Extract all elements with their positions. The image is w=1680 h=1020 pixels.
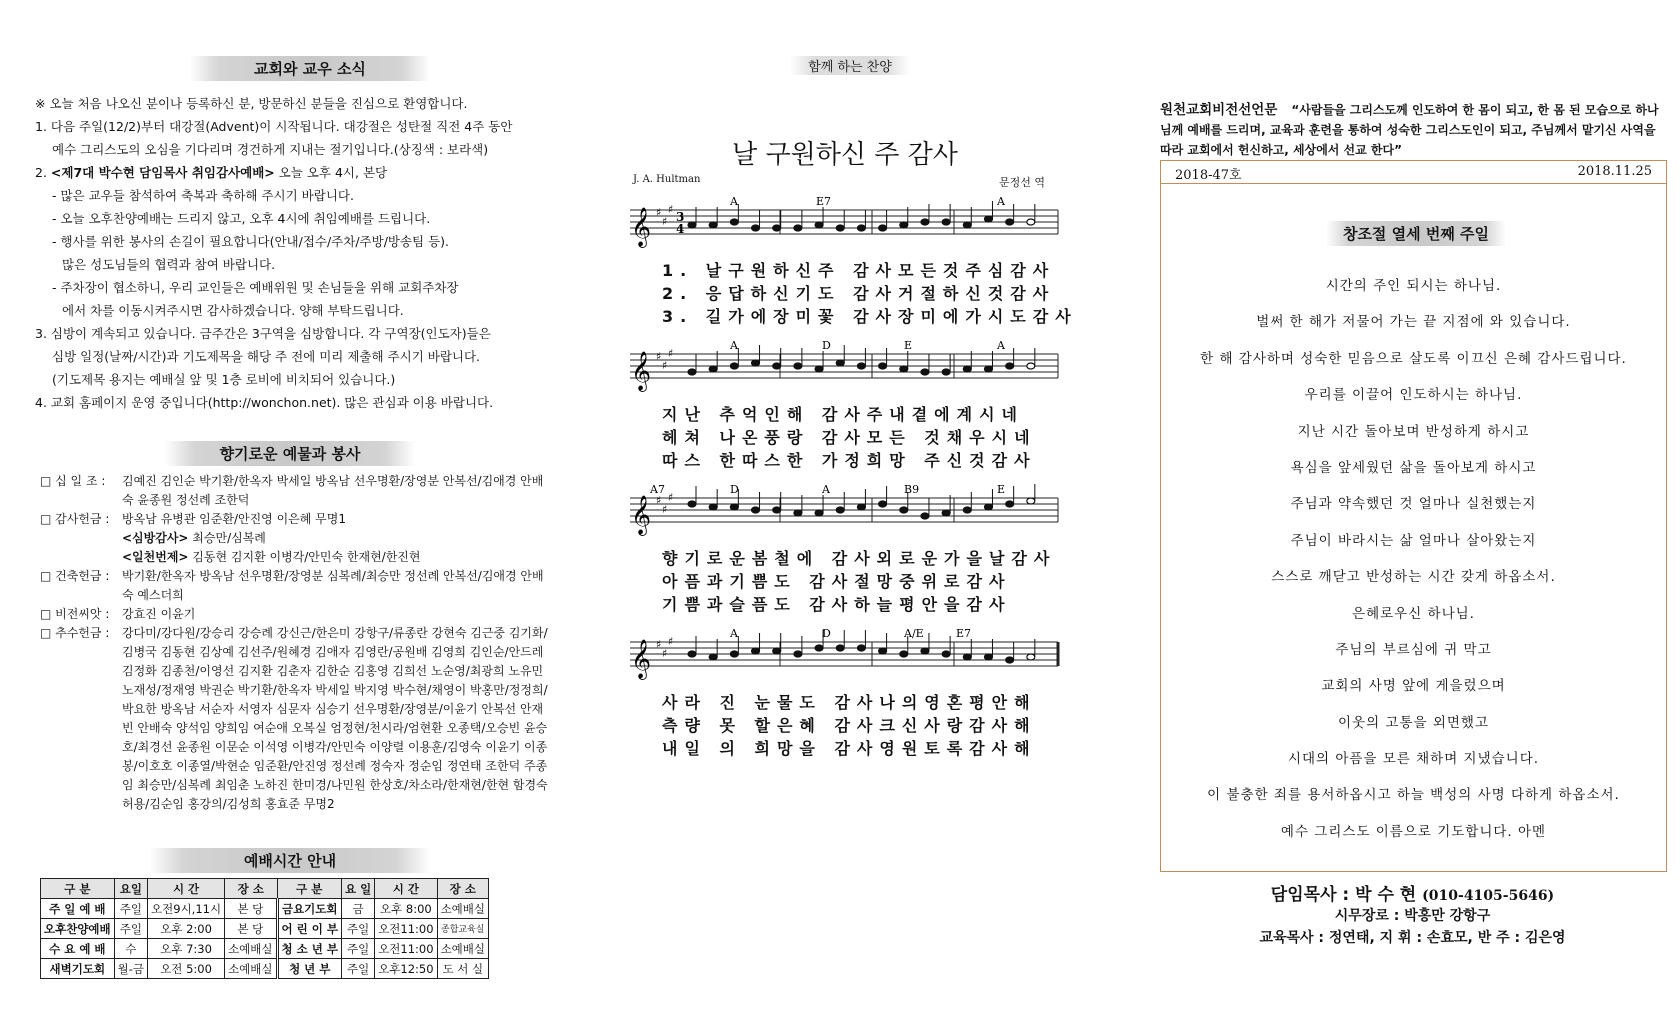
note-head (984, 654, 992, 660)
schedule-header: 장 소 (225, 879, 277, 899)
note-head (836, 360, 844, 366)
table-cell: 소예배실 (437, 939, 488, 959)
chord-symbol: D (822, 340, 831, 352)
senior-pastor-name: 담임목사 : 박 수 현 (1270, 885, 1417, 905)
note-head (836, 645, 844, 651)
note-head (1027, 219, 1035, 225)
news-item-2-sub-3-cont: 많은 성도님들의 협력과 참여 바랍니다. (62, 257, 276, 272)
prayer-line: 지난 시간 돌아보며 반성하게 하시고 (1297, 423, 1530, 440)
prayer-line: 예수 그리스도 이름으로 기도합니다. 아멘 (1280, 823, 1547, 840)
prayer-line: 우리를 이끌어 인도하시는 하나님. (1304, 387, 1523, 404)
note-head (942, 219, 950, 225)
tithe-label: □ 십 일 조 : (40, 474, 106, 488)
table-cell: 오전9시,11시 (148, 899, 225, 919)
note-head (1027, 363, 1035, 369)
note-head (794, 651, 802, 657)
note-head (752, 225, 760, 231)
news-section-title: 교회와 교우 소식 (190, 56, 430, 81)
schedule-header: 구 분 (41, 879, 115, 899)
news-item-3-note: (기도제목 용지는 예배실 앞 및 1층 로비에 비치되어 있습니다.) (52, 372, 396, 387)
table-cell: 주일 (341, 919, 374, 939)
table-cell: 소예배실 (437, 899, 488, 919)
lyric-line: 사라 진 눈물도 감사나의영혼평안해 (662, 693, 1037, 712)
hymn-caption: 함께 하는 찬양 (790, 56, 910, 75)
bulletin-date: 2018.11.25 (1577, 164, 1652, 179)
chord-symbol: D (730, 484, 739, 496)
harvest-label: □ 추수헌금 : (40, 626, 110, 640)
prayer-line: 욕심을 앞세웠던 삶을 돌아보게 하시고 (1290, 459, 1537, 476)
note-head (921, 369, 929, 375)
note-head (709, 654, 717, 660)
sharp-icon: ♯ (656, 494, 662, 507)
table-cell: 본 당 (225, 919, 277, 939)
gifts-section-title: 향기로운 예물과 봉사 (165, 441, 415, 466)
note-head (921, 513, 929, 519)
prayer-line: 교회의 사명 앞에 게을렀으며 (1321, 678, 1506, 695)
table-cell: 새벽기도회 (41, 959, 115, 979)
note-head (794, 225, 802, 231)
table-cell: 오후 7:30 (148, 939, 225, 959)
sharp-icon: ♯ (668, 347, 674, 360)
note-head (942, 510, 950, 516)
table-cell: 도 서 실 (437, 959, 488, 979)
note-head (984, 216, 992, 222)
harvest-names: 강다미/강다원/강승리 강승례 강신근/한은미 강항구/류종란 강현숙 김근중 김기화/김병국 김동현 김상예 김선주/원혜경 김애자 김영란/공원배 김영희 김인순/안드레 김정화 김종천/이영선 김지환 김춘자 김한순 김홍영 김희선 노순영/최광희 노유민 노재성/정재영 박권순 박기환/한옥자 박세일 박지영 박수현/채영이 박홍만/정정희/박요한 방옥남 서순자 서영자 심문자 심승기 선우명환/장영분/이윤기 안복선 안재빈 안배숙 양석임 양희임 여순애 오복실 엄정현/천시라/엄현환 오종택/오승빈 윤승호/최경선 윤종원 이문순 이석영 이병각/안민숙 이양렬 이용훈/김영숙 이윤기 이종봉/이호호 이종열/박현순 임준환/안진영 정선례 정숙자 정순임 정연태 조한덕 주종임 최승만/심복례 최임춘 노하진 한미경/나민원 한상호/차소라/한재현/한현 함경숙 허용/김순임 홍강의/김성희 홍효준 무명2 (122, 626, 548, 811)
note-head (815, 510, 823, 516)
table-cell: 주일 (341, 939, 374, 959)
note-head (879, 363, 887, 369)
note-head (709, 222, 717, 228)
note-head (836, 225, 844, 231)
note-head (857, 363, 865, 369)
vision-text: “사람들을 그리스도께 인도하여 한 몸이 되고, 한 몸 된 모습으로 하나님께 예배를 드리며, 교육과 훈련을 통하여 성숙한 그리스도인이 되고, 주님께서 맡기신 사역을 따라 교회에서 헌신하고, 세상에서 선교 한다” (1160, 103, 1659, 157)
note-head (773, 648, 781, 654)
schedule-header: 시 간 (148, 879, 225, 899)
news-item-2-number: 2. (35, 165, 47, 180)
table-cell: 오후찬양예배 (41, 919, 115, 939)
note-head (857, 645, 865, 651)
vision-title: 원천교회비전선언문 (1160, 102, 1278, 118)
daily-offering-names: 김동현 김지환 이병각/안민숙 한재현/한진현 (188, 550, 421, 564)
sharp-icon: ♯ (662, 215, 668, 228)
sharp-icon: ♯ (656, 638, 662, 651)
bulletin-header (1161, 161, 1666, 184)
prayer-line: 주님과 약속했던 것 얼마나 실천했는지 (1290, 496, 1537, 513)
note-head (1027, 498, 1035, 504)
gifts-list (40, 472, 550, 814)
schedule-header: 요일 (114, 879, 147, 899)
chord-symbol: E (904, 340, 913, 352)
chord-symbol: A (997, 340, 1005, 352)
note-head (709, 504, 717, 510)
hymn-title: 날 구원하신 주 감사 (732, 140, 958, 170)
harvest-row (40, 624, 550, 814)
thanks-label: □ 감사헌금 : (40, 512, 110, 526)
lyric-line: 1. 날구원하신주 감사모든것주심감사 (662, 261, 1056, 280)
lyric-line: 내일 의 희망을 감사영원토록감사해 (662, 739, 1037, 758)
note-head (1006, 501, 1014, 507)
sharp-icon: ♯ (662, 647, 668, 660)
note-head (773, 363, 781, 369)
lyric-line: 향기로운봄철에 감사외로운가을날감사 (662, 549, 1057, 568)
lyric-line: 아픔과기쁨도 감사절망중위로감사 (662, 572, 1012, 591)
table-cell: 주일 (341, 959, 374, 979)
prayer-line: 주님이 바라시는 삶 얼마나 살아왔는지 (1290, 532, 1537, 549)
note-head (752, 507, 760, 513)
note-head (688, 651, 696, 657)
table-row (41, 919, 489, 939)
schedule-header: 구 분 (277, 879, 341, 899)
building-label: □ 건축헌금 : (40, 569, 110, 583)
note-head (942, 369, 950, 375)
elders: 시무장로 : 박홍만 강항구 (1334, 908, 1491, 924)
note-head (794, 363, 802, 369)
note-head (752, 648, 760, 654)
note-head (963, 507, 971, 513)
table-cell: 오후 8:00 (375, 899, 437, 919)
education-staff: 교육목사 : 정연태, 지 휘 : 손효모, 반 주 : 김은영 (1259, 930, 1566, 946)
treble-clef-icon: 𝄞 (631, 495, 652, 535)
note-head (921, 648, 929, 654)
table-cell: 소예배실 (225, 959, 277, 979)
note-head (900, 507, 908, 513)
senior-pastor (1160, 880, 1665, 905)
issue-number: 2018-47호 (1175, 168, 1242, 183)
table-cell: 금 (341, 899, 374, 919)
treble-clef-icon: 𝄞 (631, 639, 652, 679)
daily-offering-label: <일천번제> (122, 550, 189, 564)
news-item-3-cont: 심방 일정(날짜/시간)과 기도제목을 해당 주 전에 미리 제출해 주시기 바랍니다. (52, 349, 481, 364)
note-head (688, 369, 696, 375)
note-head (857, 504, 865, 510)
note-head (1027, 654, 1035, 660)
note-head (709, 366, 717, 372)
schedule-section-title: 예배시간 안내 (150, 848, 430, 873)
news-list (35, 92, 550, 414)
tithe-row (40, 472, 550, 510)
table-cell: 오후 2:00 (148, 919, 225, 939)
vision-seed-names: 강효진 이윤기 (122, 607, 196, 621)
note-head (942, 651, 950, 657)
lyric-line: 3. 길가에장미꽃 감사장미에가시도감사 (662, 307, 1078, 326)
prayer-line: 이 불충한 죄를 용서하옵시고 하늘 백성의 사명 다하게 하옵소서. (1207, 787, 1620, 804)
chord-symbol: A/E (904, 628, 924, 640)
note-head (1006, 219, 1014, 225)
sharp-icon: ♯ (668, 635, 674, 648)
news-item-2-sub-2: - 오늘 오후찬양예배는 드리지 않고, 오후 4시에 취임예배를 드립니다. (52, 211, 431, 226)
table-cell: 종합교육실 (437, 919, 488, 939)
hymn-translator: 문정선 역 (998, 176, 1045, 189)
prayer-line: 벌써 한 해가 저물어 가는 끝 지점에 와 있습니다. (1256, 314, 1571, 331)
chord-symbol: E (997, 484, 1006, 496)
note-head (963, 654, 971, 660)
note-head (730, 651, 738, 657)
table-row (41, 899, 489, 919)
vision-seed-row (40, 605, 550, 624)
table-cell: 소예배실 (225, 939, 277, 959)
prayer-text (1161, 268, 1666, 850)
tithe-names: 김예진 김인순 박기환/한옥자 박세일 방옥남 선우명환/장영분 안복선/김애경 안배숙 윤종원 정선례 조한덕 (122, 474, 544, 507)
chord-symbol: E7 (956, 628, 972, 640)
note-head (773, 507, 781, 513)
note-head (900, 366, 908, 372)
table-cell: 청 년 부 (277, 959, 341, 979)
lyric-line: 헤쳐 나온풍랑 감사모든 것채우시네 (662, 428, 1037, 447)
sharp-icon: ♯ (662, 359, 668, 372)
table-cell: 주일 (114, 899, 147, 919)
note-head (984, 504, 992, 510)
building-names: 박기환/한옥자 방옥남 선우명환/장영분 심복례/최승만 정선례 안복선/김애경 안배숙 예스더희 (122, 569, 544, 602)
table-row (41, 939, 489, 959)
table-cell: 본 당 (225, 899, 277, 919)
table-cell: 금요기도회 (277, 899, 341, 919)
chord-symbol: A (730, 340, 738, 352)
schedule-header-row (41, 879, 489, 899)
chord-symbol: B9 (904, 484, 920, 496)
news-item-1-cont: 예수 그리스도의 오심을 기다리며 경건하게 지내는 절기입니다.(상징색 : 보라색) (52, 142, 489, 157)
thanks-row (40, 510, 550, 529)
time-signature: 4 (676, 222, 685, 236)
prayer-line: 시간의 주인 되시는 하나님. (1325, 278, 1502, 294)
visit-thanks-row (40, 529, 550, 548)
lyric-line: 기쁨과슬픔도 감사하늘평안을감사 (662, 595, 1012, 614)
thanks-names: 방옥남 유병관 임준환/안진영 이은혜 무명1 (122, 512, 347, 526)
news-item-2-sub-1: - 많은 교우들 참석하여 축복과 축하해 주시기 바랍니다. (52, 188, 354, 203)
schedule-header: 장 소 (437, 879, 488, 899)
note-head (752, 360, 760, 366)
table-cell: 청 소 년 부 (277, 939, 341, 959)
note-head (815, 222, 823, 228)
news-item-2-sub-3: - 행사를 위한 봉사의 손길이 필요합니다(안내/접수/주차/주방/방송팀 등). (52, 234, 450, 249)
sharp-icon: ♯ (662, 503, 668, 516)
note-head (900, 222, 908, 228)
prayer-line: 주님의 부르심에 귀 막고 (1335, 641, 1492, 658)
visit-thanks-label: <심방감사> (122, 531, 189, 545)
vision-seed-label: □ 비전씨앗 : (40, 607, 110, 621)
table-cell: 월-금 (114, 959, 147, 979)
prayer-box (1160, 160, 1667, 872)
note-head (879, 225, 887, 231)
pastor-phone: (010-4105-5646) (1422, 888, 1555, 904)
chord-symbol: A (730, 196, 738, 208)
sharp-icon: ♯ (668, 491, 674, 504)
note-head (879, 648, 887, 654)
note-head (984, 366, 992, 372)
lyric-line: 따스 한따스한 가정희망 주신것감사 (662, 451, 1037, 470)
schedule-header: 시 간 (375, 879, 437, 899)
treble-clef-icon: 𝄞 (631, 207, 652, 247)
building-row (40, 567, 550, 605)
note-head (1006, 657, 1014, 663)
table-cell: 주일 (114, 919, 147, 939)
lyric-line: 지난 추억인해 감사주내곁에계시네 (662, 405, 1024, 424)
chord-symbol: A7 (650, 484, 665, 496)
note-head (688, 501, 696, 507)
table-cell: 주 일 예 배 (41, 899, 115, 919)
lyric-line: 측량 못 할은혜 감사크신사랑감사해 (662, 716, 1037, 735)
note-head (1006, 363, 1014, 369)
visit-thanks-names: 최승만/심복례 (188, 531, 266, 545)
table-row (41, 959, 489, 979)
note-head (900, 651, 908, 657)
chord-symbol: A (730, 628, 738, 640)
prayer-line: 한 해 감사하며 성숙한 믿음으로 살도록 이끄신 은혜 감사드립니다. (1200, 350, 1627, 367)
prayer-line: 스스로 깨닫고 반성하는 시간 갖게 하옵소서. (1271, 569, 1556, 586)
note-head (794, 510, 802, 516)
table-cell: 수 요 예 배 (41, 939, 115, 959)
news-item-2-rest: 오늘 오후 4시, 본당 (274, 165, 388, 180)
table-cell: 오후12:50 (375, 959, 437, 979)
schedule-header: 요 일 (341, 879, 374, 899)
prayer-line: 시대의 아픔을 모른 채하며 지냈습니다. (1287, 751, 1540, 768)
treble-clef-icon: 𝄞 (631, 351, 652, 391)
chord-symbol: A (997, 196, 1005, 208)
lyric-line: 2. 응답하신기도 감사거절하신것감사 (662, 284, 1056, 303)
note-head (815, 366, 823, 372)
note-head (688, 222, 696, 228)
news-item-2 (35, 161, 550, 184)
welcome-text: ※ 오늘 처음 나오신 분이나 등록하신 분, 방문하신 분들을 진심으로 환영합니다. (35, 96, 468, 111)
news-item-2-title: <제7대 박수현 담임목사 취임감사예배> (50, 165, 275, 180)
note-head (730, 363, 738, 369)
table-cell: 오전11:00 (375, 939, 437, 959)
note-head (879, 501, 887, 507)
chord-symbol: D (822, 628, 831, 640)
note-head (857, 225, 865, 231)
news-item-4: 4. 교회 홈페이지 운영 중입니다(http://wonchon.net). 많은 관심과 이용 바랍니다. (35, 395, 494, 410)
vision-statement (1160, 100, 1670, 160)
sunday-title: 창조절 열세 번째 주일 (1326, 221, 1506, 246)
news-item-3: 3. 심방이 계속되고 있습니다. 금주간은 3구역을 심방합니다. 각 구역장(인도자)들은 (35, 326, 491, 341)
table-cell: 오전 5:00 (148, 959, 225, 979)
sharp-icon: ♯ (656, 206, 662, 219)
table-cell: 오전11:00 (375, 919, 437, 939)
news-item-2-sub-4-cont: 에서 차를 이동시켜주시면 감사하겠습니다. 양해 부탁드립니다. (62, 303, 404, 318)
music-staff (630, 196, 1060, 256)
news-item-1: 1. 다음 주일(12/2)부터 대강절(Advent)이 시작됩니다. 대강절은 성탄절 직전 4주 동안 (35, 119, 513, 134)
chord-symbol: A (822, 484, 830, 496)
music-staff (630, 340, 1060, 400)
note-head (730, 219, 738, 225)
table-cell: 수 (114, 939, 147, 959)
note-head (773, 225, 781, 231)
church-staff (1160, 880, 1665, 949)
chord-symbol: E7 (816, 196, 832, 208)
news-item-2-sub-4: - 주차장이 협소하니, 우리 교인들은 예배위원 및 손님들을 위해 교회주차장 (52, 280, 459, 295)
note-head (730, 504, 738, 510)
hymn-composer: J. A. Hultman (633, 174, 701, 185)
table-cell: 어 린 이 부 (277, 919, 341, 939)
music-staff (630, 628, 1060, 688)
prayer-line: 이웃의 고통을 외면했고 (1338, 714, 1489, 731)
daily-offering-row (40, 548, 550, 567)
note-head (921, 219, 929, 225)
schedule-table (40, 878, 489, 979)
note-head (963, 222, 971, 228)
sharp-icon: ♯ (668, 203, 674, 216)
sharp-icon: ♯ (656, 350, 662, 363)
note-head (963, 366, 971, 372)
prayer-line: 은혜로우신 하나님. (1352, 605, 1475, 622)
note-head (815, 645, 823, 651)
music-staff (630, 484, 1060, 544)
note-head (836, 507, 844, 513)
time-signature: 3 (676, 210, 685, 224)
